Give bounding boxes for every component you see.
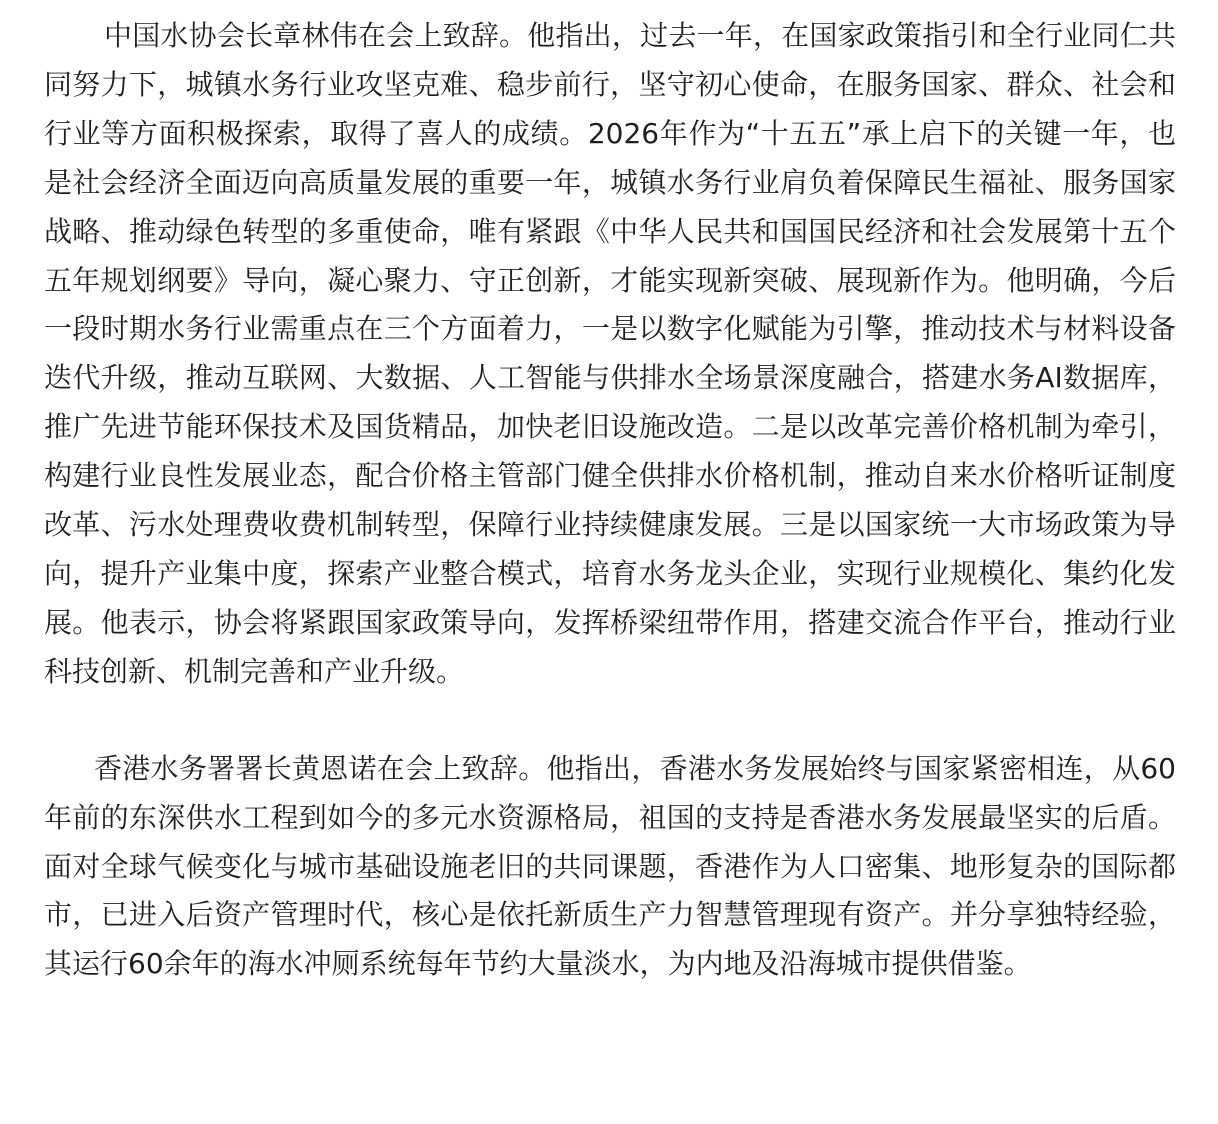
paragraph-zhang-linwei-speech: 中国水协会长章林伟在会上致辞。他指出，过去一年，在国家政策指引和全行业同仁共同努力下，城镇水务行业攻坚克难、稳步前行，坚守初心使命，在服务国家、群众、社会和行业等方面积极探索，取得了喜人的成绩。2026年作为“十五五”承上启下的关键一年，也是社会经济全面迈向高质量发展的重要一年，城镇水务行业肩负着保障民生福祉、服务国家战略、推动绿色转型的多重使命，唯有紧跟《中华人民共和国国民经济和社会发展第十五个五年规划纲要》导向，凝心聚力、守正创新，才能实现新突破、展现新作为。他明确，今后一段时期水务行业需重点在三个方面着力，一是以数字化赋能为引擎，推动技术与材料设备迭代升级，推动互联网、大数据、人工智能与供排水全场景深度融合，搭建水务AI数据库，推广先进节能环保技术及国货精品，加快老旧设施改造。二是以改革完善价格机制为牵引，构建行业良性发展业态，配合价格主管部门健全供排水价格机制，推动自来水价格听证制度改革、污水处理费收费机制转型，保障行业持续健康发展。三是以国家统一大市场政策为导向，提升产业集中度，探索产业整合模式，培育水务龙头企业，实现行业规模化、集约化发展。他表示，协会将紧跟国家政策导向，发挥桥梁纽带作用，搭建交流合作平台，推动行业科技创新、机制完善和产业升级。 xyxy=(44,19,1176,688)
paragraph-hong-kong-water-speech: 香港水务署署长黄恩诺在会上致辞。他指出，香港水务发展始终与国家紧密相连，从60年前的东深供水工程到如今的多元水资源格局，祖国的支持是香港水务发展最坚实的后盾。面对全球气候变化与城市基础设施老旧的共同课题，香港作为人口密集、地形复杂的国际都市，已进入后资产管理时代，核心是依托新质生产力智慧管理现有资产。并分享独特经验，其运行60余年的海水冲厕系统每年节约大量淡水，为内地及沿海城市提供借鉴。 xyxy=(44,751,1176,981)
article-body xyxy=(44,12,1176,989)
